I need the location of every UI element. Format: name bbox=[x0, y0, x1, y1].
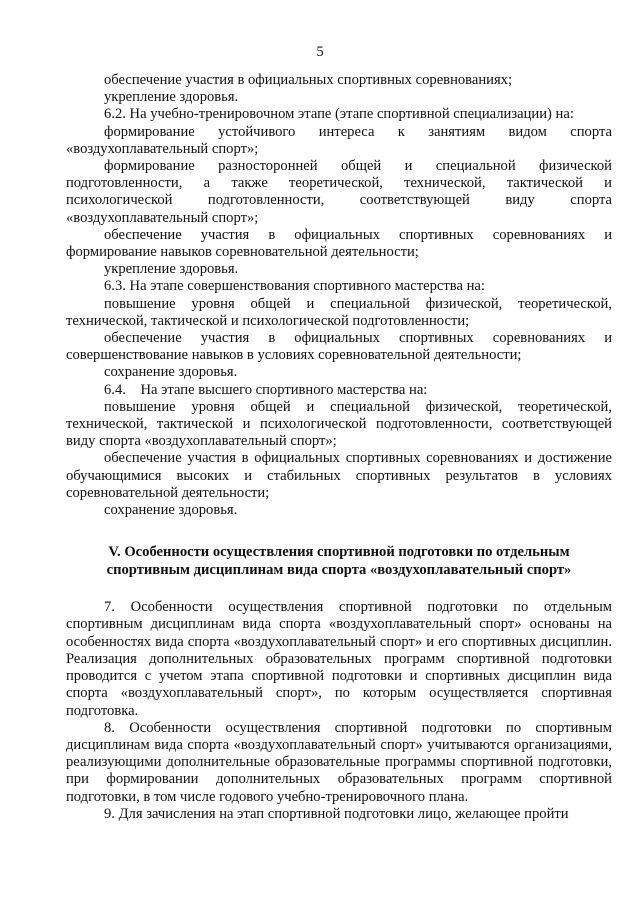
paragraph: обеспечение участия в официальных спортивных соревнованиях; bbox=[104, 72, 513, 88]
page-number: 5 bbox=[316, 44, 324, 60]
paragraph: укрепление здоровья. bbox=[104, 261, 239, 278]
paragraph: формирование устойчивого интереса к занятиям видом спорта «воздухоплавательный спорт»; bbox=[66, 123, 612, 157]
paragraph: формирование разносторонней общей и специальной физической подготовленности, а также теоретической, технической, тактической и психологической подготовленности, соответствующей виду спорта «воздухоплавательный спорт»; bbox=[66, 158, 612, 226]
paragraph: 6.4. На этапе высшего спортивного мастерства на: bbox=[104, 381, 428, 398]
paragraph: 6.2. На учебно-тренировочном этапе (этапе спортивной специализации) на: bbox=[104, 106, 574, 123]
paragraph: повышение уровня общей и специальной физической, теоретической, технической, тактической и психологической подготовленности; bbox=[66, 295, 612, 329]
section-paragraph: 7. Особенности осуществления спортивной подготовки по отдельным спортивным дисциплинам вида спорта «воздухоплавательный спорт» основаны на особенностях вида спорта «воздухоплавательный спорт» и его спортивных дисциплин. Реализация дополнительных образовательных программ спортивной подготовки проводится с учетом этапа спортивной подготовки и спортивных дисциплин вида спорта «воздухоплавательный спорт», по которым осуществляется спортивная подготовка. bbox=[66, 599, 612, 719]
paragraph: 6.3. На этапе совершенствования спортивного мастерства на: bbox=[104, 278, 485, 295]
paragraph: повышение уровня общей и специальной физической, теоретической, технической, тактической и психологической подготовленности, соответствующей виду спорта «воздухоплавательный спорт»; bbox=[66, 398, 612, 450]
paragraph: обеспечение участия в официальных спортивных соревнованиях и формирование навыков соревновательной деятельности; bbox=[66, 226, 612, 261]
section-heading: V. Особенности осуществления спортивной подготовки по отдельным спортивным дисциплинам вида спорта «воздухоплавательный спорт» bbox=[106, 544, 572, 579]
paragraph: сохранение здоровья. bbox=[104, 364, 238, 381]
document-body bbox=[66, 72, 612, 823]
section-paragraph: 9. Для зачисления на этап спортивной подготовки лицо, желающее пройти bbox=[104, 805, 569, 822]
paragraph: обеспечение участия в официальных спортивных соревнованиях и совершенствование навыков в условиях соревновательной деятельности; bbox=[66, 330, 612, 364]
section-paragraph: 8. Особенности осуществления спортивной подготовки по спортивным дисциплинам вида спорта «воздухоплавательный спорт» учитываются организациями, реализующими дополнительные образовательные программы спортивной подготовки, при формировании дополнительных образовательных программ спортивной подготовки, в том числе годового учебно-тренировочного плана. bbox=[66, 719, 612, 805]
paragraph: укрепление здоровья. bbox=[104, 89, 239, 106]
paragraph: сохранение здоровья. bbox=[104, 502, 238, 519]
paragraph: обеспечение участия в официальных спортивных соревнованиях и достижение обучающимися высоких и стабильных спортивных результатов в условиях соревновательной деятельности; bbox=[66, 450, 612, 501]
